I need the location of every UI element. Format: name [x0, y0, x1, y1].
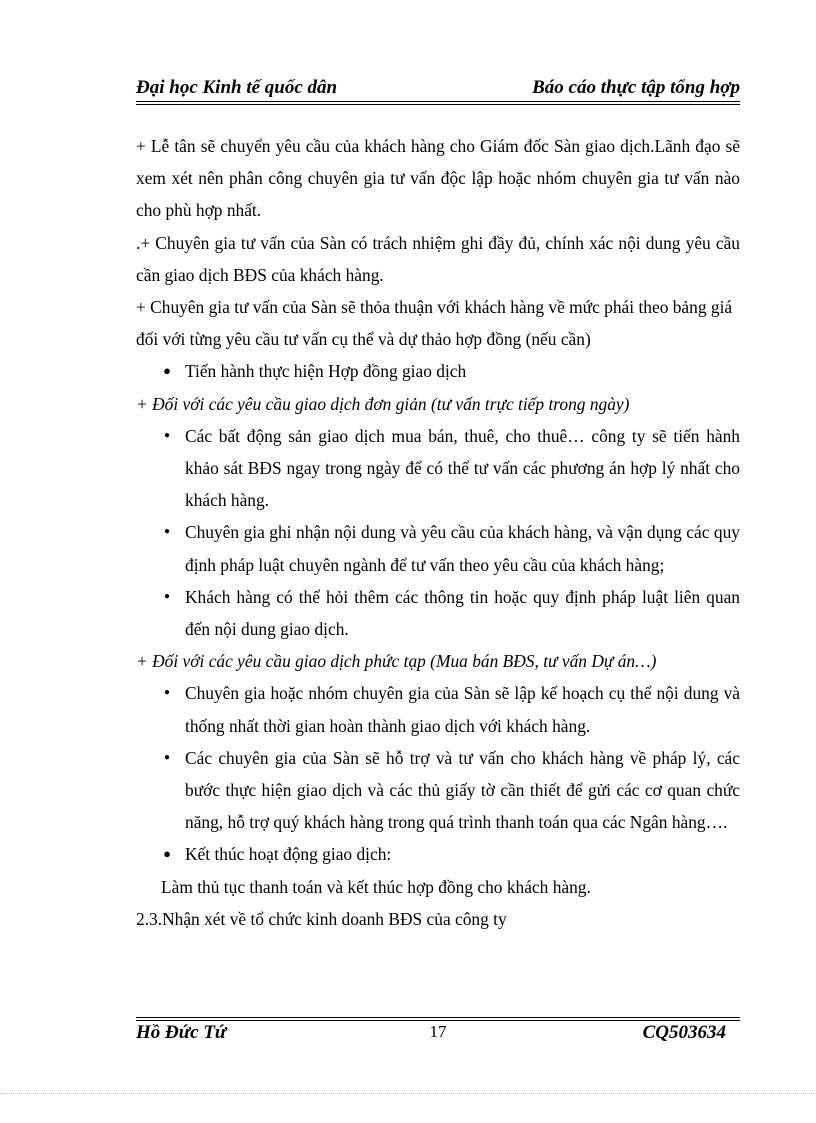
page-footer — [136, 1022, 740, 1046]
list-item-text: Chuyên gia ghi nhận nội dung và yêu cầu của khách hàng, và vận dụng các quy định pháp luật chuyên ngành để tư vấn theo yêu cầu của khách hàng; — [185, 522, 740, 575]
bullet-dot-icon: ● — [163, 429, 171, 441]
footer-rule-secondary — [136, 1020, 740, 1021]
list-item-text: Khách hàng có thể hỏi thêm các thông tin hoặc quy định pháp luật liên quan đến nội dung giao dịch. — [185, 586, 740, 640]
bullet-dot-icon: ● — [163, 687, 171, 699]
list-item-text: Các chuyên gia của Sàn sẽ hỗ trợ và tư vấn cho khách hàng về pháp lý, các bước thực hiện giao dịch và các thủ giấy tờ cần thiết để gửi các cơ quan chức năng, hỗ trợ quý khách hàng trong quá trình thanh toán qua các Ngân hàng…. — [185, 747, 740, 833]
list-item-text: Các bất động sản giao dịch mua bán, thuê, cho thuê… công ty sẽ tiến hành khảo sát BĐS ngay trong ngày để có thể tư vấn các phương án hợp lý nhất cho khách hàng. — [185, 425, 740, 511]
bullet-dot-icon: ● — [163, 526, 171, 538]
header-rule — [136, 101, 740, 102]
header-report-title: Báo cáo thực tập tổng hợp — [532, 77, 740, 98]
bullet-dot-icon: ● — [163, 751, 171, 763]
bullet-end-text: Kết thúc hoạt động giao dịch: — [185, 844, 392, 865]
bullet-dot-icon: ● — [163, 846, 171, 862]
bullet-execute-text: Tiến hành thực hiện Hợp đồng giao dịch — [185, 361, 467, 382]
list-item — [136, 420, 740, 517]
page-header — [136, 74, 740, 102]
list-item — [136, 516, 740, 580]
paragraph-consultant-record: .+ Chuyên gia tư vấn của Sàn có trách nhiệm ghi đầy đủ, chính xác nội dung yêu cầu cần giao dịch BĐS của khách hàng. — [136, 232, 740, 285]
paragraph-reception: + Lễ tân sẽ chuyển yêu cầu của khách hàng cho Giám đốc Sàn giao dịch.Lãnh đạo sẽ xem xét nên phân công chuyên gia tư vấn độc lập hoặc nhóm chuyên gia tư vấn nào cho phù hợp nhất. — [136, 136, 740, 221]
heading-simple-transactions: + Đối với các yêu cầu giao dịch đơn giản (tư vấn trực tiếp trong ngày) — [136, 393, 630, 414]
bullet-end-transaction — [136, 838, 740, 870]
footer-author: Hồ Đức Tứ — [136, 1022, 227, 1043]
list-item — [136, 581, 740, 645]
paragraph-consultant-agreement: + Chuyên gia tư vấn của Sàn sẽ thỏa thuận với khách hàng về mức phái theo bảng giá đối với từng yêu cầu tư vấn cụ thể và dự thảo hợp đồng (nếu cần) — [136, 297, 733, 350]
footer-rule — [136, 1017, 740, 1018]
page-boundary — [0, 1093, 816, 1094]
list-item-text: Chuyên gia hoặc nhóm chuyên gia của Sàn sẽ lập kế hoạch cụ thể nội dung và thống nhất thời gian hoàn thành giao dịch với khách hàng. — [185, 683, 740, 736]
header-rule-secondary — [136, 104, 740, 105]
list-item — [136, 742, 740, 839]
paragraph-closing: Làm thủ tục thanh toán và kết thúc hợp đồng cho khách hàng. — [161, 876, 591, 897]
bullet-dot-icon: ● — [163, 590, 171, 602]
list-item — [136, 677, 740, 741]
footer-student-code: CQ503634 — [642, 1022, 726, 1043]
heading-complex-transactions: + Đối với các yêu cầu giao dịch phức tạp (Mua bán BĐS, tư vấn Dự án…) — [136, 651, 657, 672]
bullet-execute-contract — [136, 355, 740, 387]
section-heading: 2.3.Nhận xét về tổ chức kinh doanh BĐS của công ty — [136, 908, 507, 929]
page-body — [136, 130, 740, 935]
page-number: 17 — [429, 1022, 447, 1041]
header-university: Đại học Kinh tế quốc dân — [136, 77, 338, 98]
bullet-dot-icon: ● — [163, 363, 171, 379]
